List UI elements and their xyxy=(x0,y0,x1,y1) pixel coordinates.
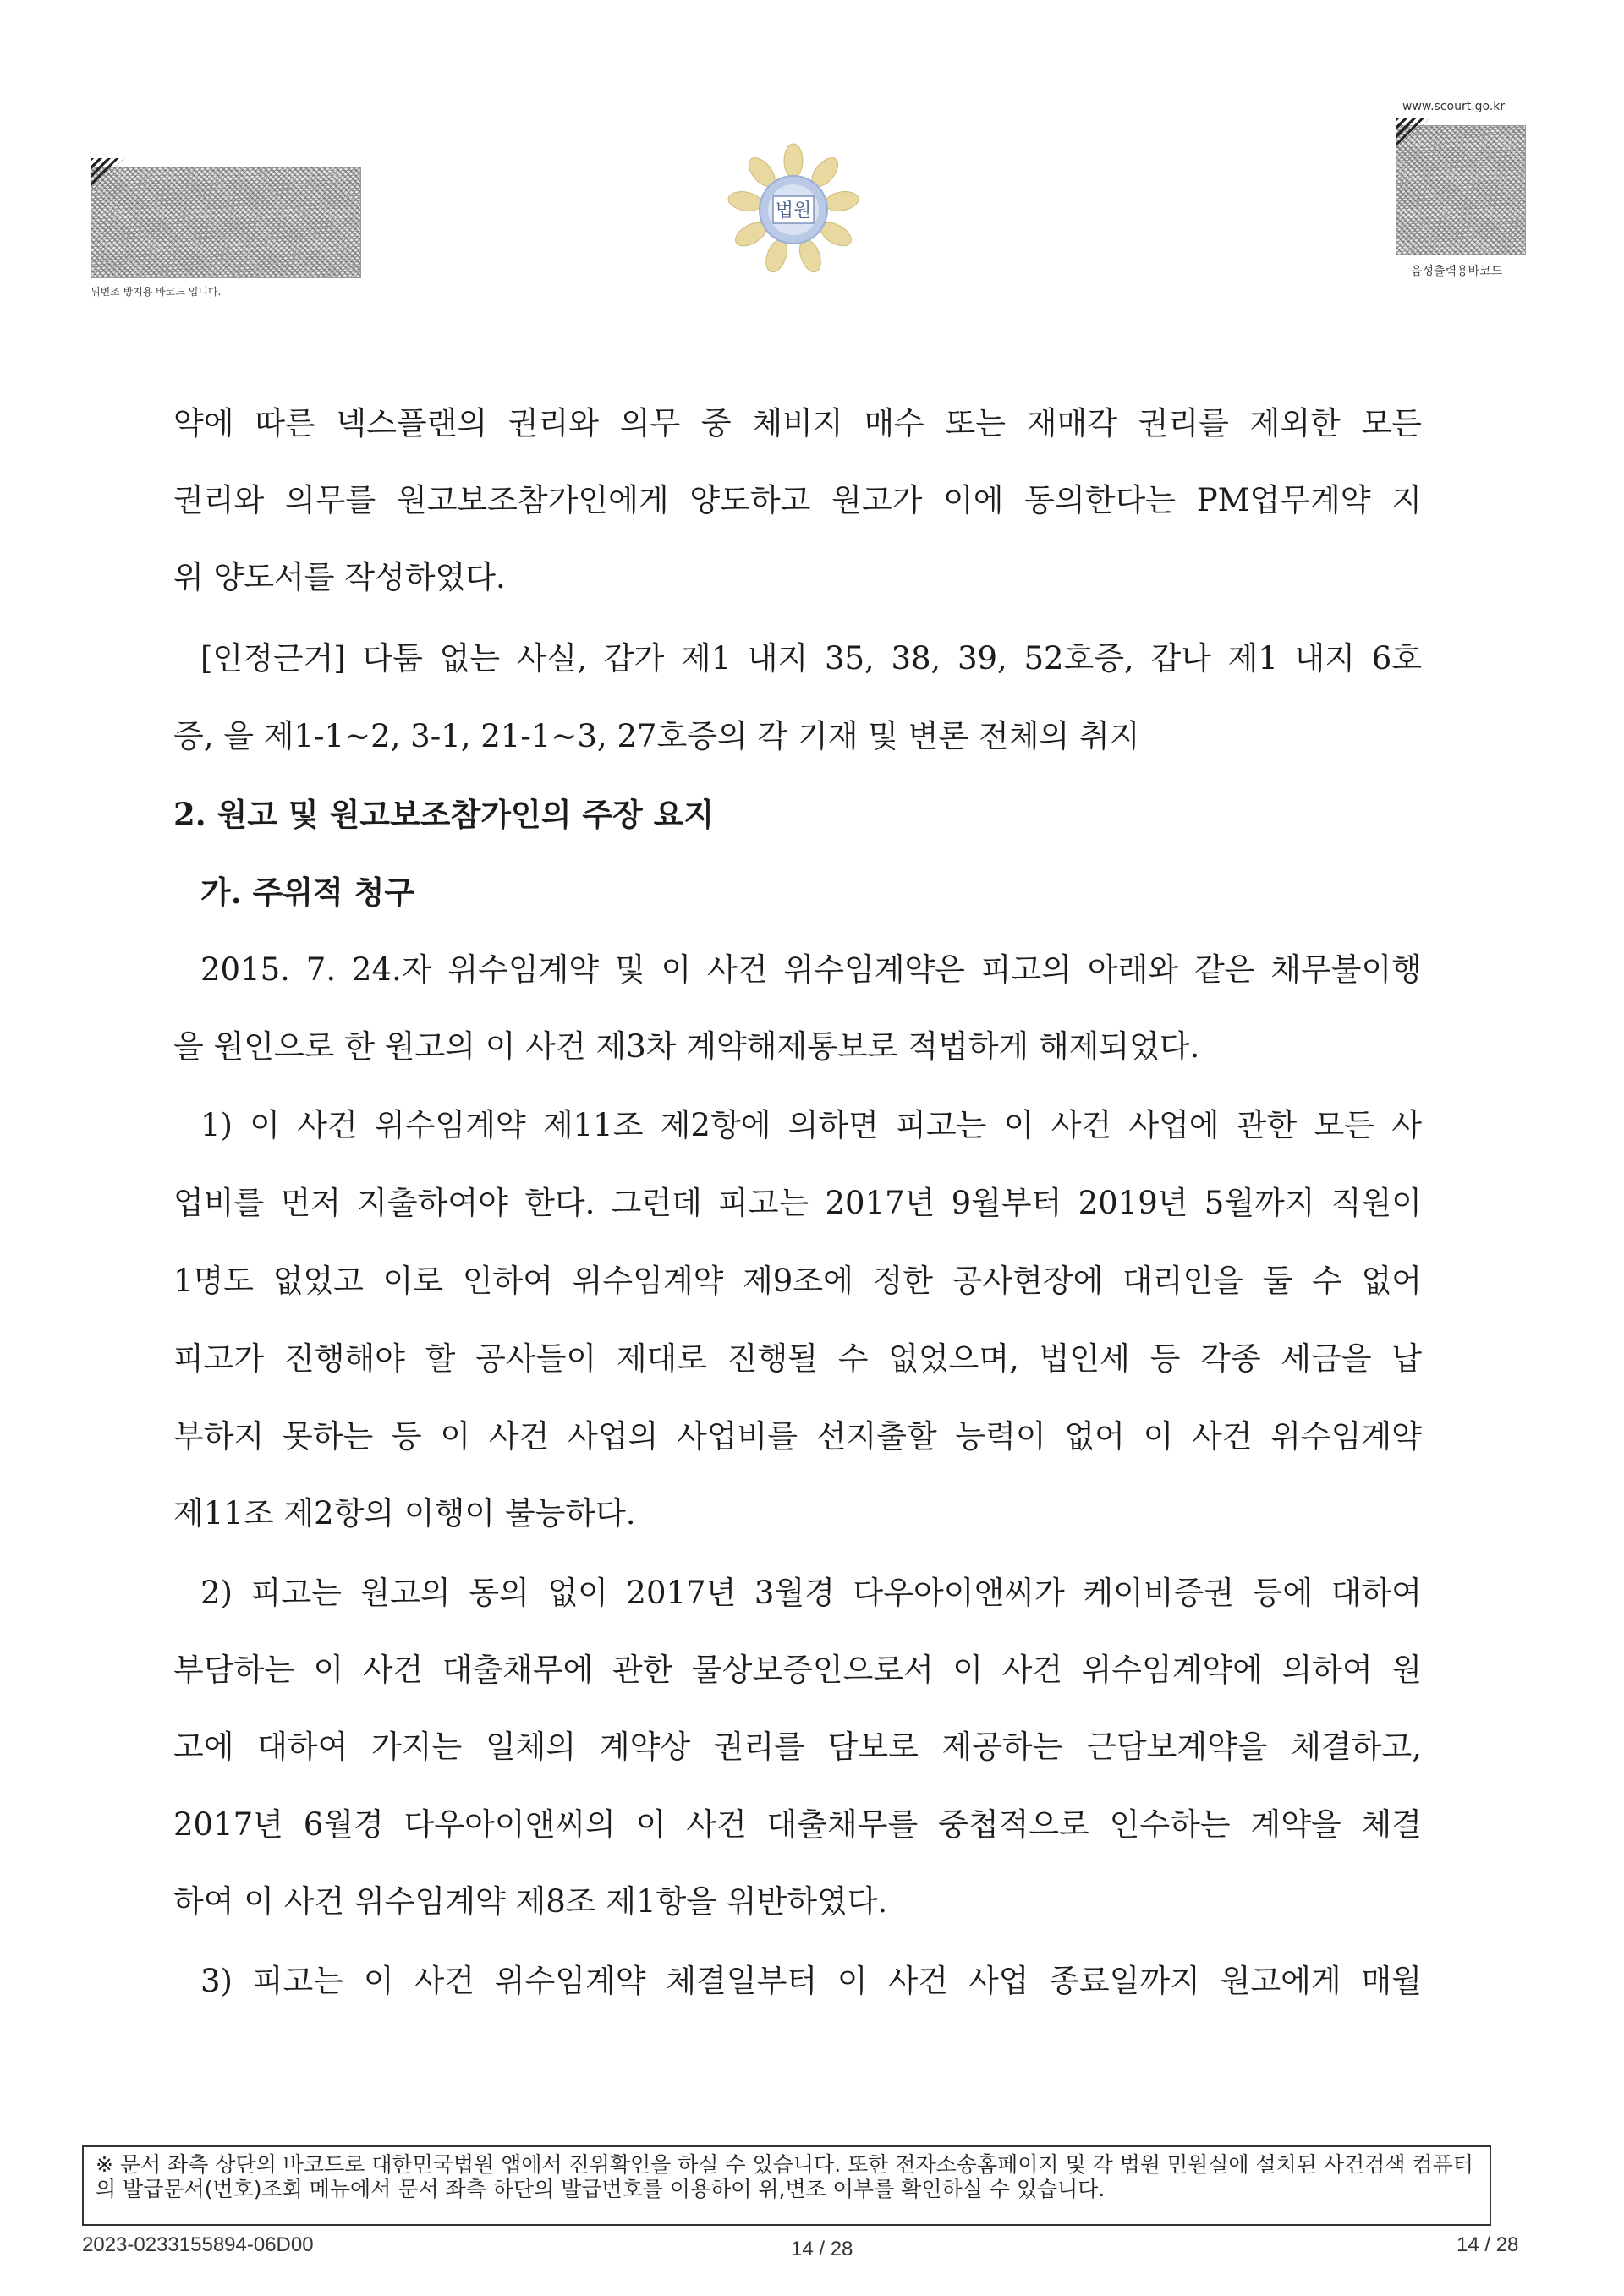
left-barcode-caption: 위변조 방지용 바코드 입니다. xyxy=(91,286,222,298)
body-line: 1) 이 사건 위수임계약 제11조 제2항에 의하면 피고는 이 사건 사업에 관한 모든 사 xyxy=(200,1107,1422,1143)
body-line: 2017년 6월경 다우아이앤씨의 이 사건 대출채무를 중첩적으로 인수하는 계약을 체결 xyxy=(173,1806,1422,1843)
court-seal-icon xyxy=(726,142,861,277)
right-barcode-caption: 음성출력용바코드 xyxy=(1411,265,1503,278)
body-line: 부하지 못하는 등 이 사건 사업의 사업비를 선지출할 능력이 없어 이 사건 위수임계약 xyxy=(173,1418,1422,1455)
body-line: 피고가 진행해야 할 공사들이 제대로 진행될 수 없었으며, 법인세 등 각종 세금을 납 xyxy=(173,1340,1422,1377)
page-number-center: 14 / 28 xyxy=(791,2238,853,2260)
section-heading: 2. 원고 및 원고보조참가인의 주장 요지 xyxy=(173,796,715,833)
verification-notice: ※ 문서 좌측 상단의 바코드로 대한민국법원 앱에서 진위확인을 하실 수 있습니다. 또한 전자소송홈페이지 및 각 법원 민원실에 설치된 사건검색 컴퓨터의 발급문서(번호)조회 메뉴에서 문서 좌측 하단의 발급번호를 이용하여 위,변조 여부를 확인하실 수 있습니다. xyxy=(82,2145,1491,2226)
body-line: 증, 을 제1-1~2, 3-1, 21-1~3, 27호증의 각 기재 및 변론 전체의 취지 xyxy=(173,718,1140,754)
body-line: 권리와 의무를 원고보조참가인에게 양도하고 원고가 이에 동의한다는 PM업무계약 지 xyxy=(173,482,1422,518)
body-line: 을 원인으로 한 원고의 이 사건 제3차 계약해제통보로 적법하게 해제되었다. xyxy=(173,1028,1200,1065)
body-line: 하여 이 사건 위수임계약 제8조 제1항을 위반하였다. xyxy=(173,1883,888,1920)
audio-output-barcode xyxy=(1396,125,1526,255)
site-url: www.scourt.go.kr xyxy=(1402,100,1506,113)
body-line: 부담하는 이 사건 대출채무에 관한 물상보증인으로서 이 사건 위수임계약에 의하여 원 xyxy=(173,1652,1422,1688)
document-number: 2023-0233155894-06D00 xyxy=(82,2233,314,2256)
seal-text: 법원 xyxy=(775,200,812,222)
anti-forgery-barcode xyxy=(91,167,361,278)
body-line: 2015. 7. 24.자 위수임계약 및 이 사건 위수임계약은 피고의 아래와 같은 채무불이행 xyxy=(200,951,1422,988)
subsection-heading: 가. 주위적 청구 xyxy=(200,874,415,911)
body-line: 위 양도서를 작성하였다. xyxy=(173,559,506,595)
body-line: 제11조 제2항의 이행이 불능하다. xyxy=(173,1495,636,1532)
body-line: 고에 대하여 가지는 일체의 계약상 권리를 담보로 제공하는 근담보계약을 체결하고, xyxy=(173,1729,1422,1765)
body-line: 2) 피고는 원고의 동의 없이 2017년 3월경 다우아이앤씨가 케이비증권 등에 대하여 xyxy=(200,1575,1422,1611)
body-line: 업비를 먼저 지출하여야 한다. 그런데 피고는 2017년 9월부터 2019년 5월까지 직원이 xyxy=(173,1185,1422,1221)
page-number-right: 14 / 28 xyxy=(1457,2233,1519,2256)
body-line: 약에 따른 넥스플랜의 권리와 의무 중 체비지 매수 또는 재매각 권리를 제외한 모든 xyxy=(173,405,1422,441)
body-line: 3) 피고는 이 사건 위수임계약 체결일부터 이 사건 사업 종료일까지 원고에게 매월 xyxy=(200,1963,1422,1999)
body-line: [인정근거] 다툼 없는 사실, 갑가 제1 내지 35, 38, 39, 52호증, 갑나 제1 내지 6호 xyxy=(200,640,1422,677)
body-line: 1명도 없었고 이로 인하여 위수임계약 제9조에 정한 공사현장에 대리인을 둘 수 없어 xyxy=(173,1263,1422,1299)
